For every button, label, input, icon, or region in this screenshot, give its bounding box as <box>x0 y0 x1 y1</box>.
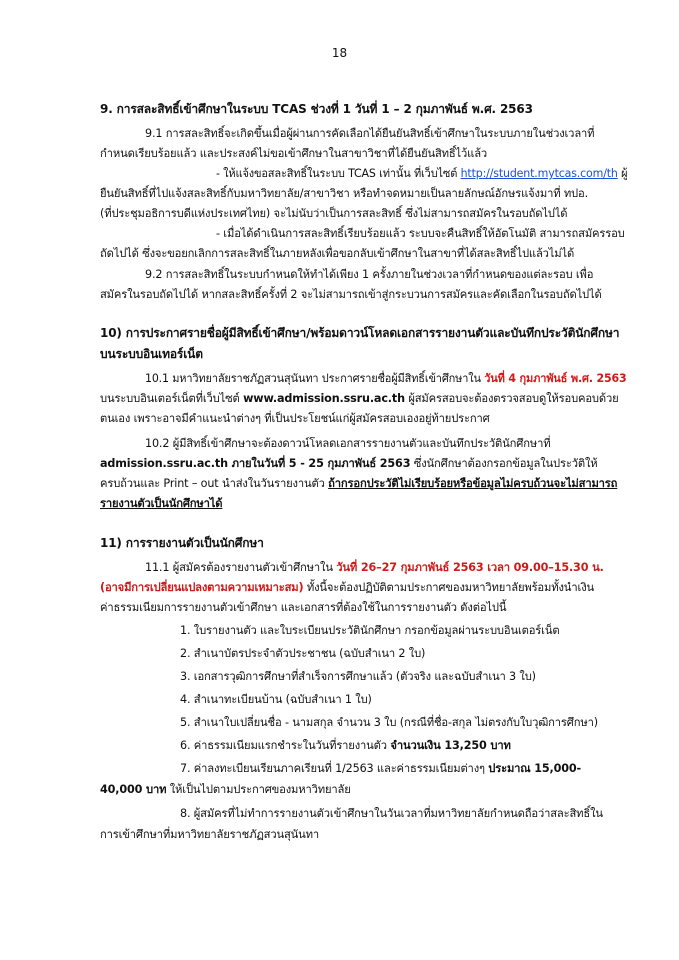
s11-p1-line1-text: 11.1 ผู้สมัครต้องรายงานตัวเข้าศึกษาใน <box>145 561 337 574</box>
item7-tail: ให้เป็นไปตามประกาศของมหาวิทยาลัย <box>166 783 351 796</box>
s9-p1-line1: 9.1 การสละสิทธิ์จะเกิดขึ้นเมื่อผู้ผ่านการคัดเลือกได้ยืนยันสิทธิ์เข้าศึกษาในระบบภายในช่วงเวลาที่ <box>145 127 595 140</box>
s9-p1-line3-text: - ให้แจ้งขอสละสิทธิ์ในระบบ TCAS เท่านั้น ที่เว็บไซต์ <box>216 167 461 180</box>
s9-p1-line4: ยืนยันสิทธิ์ที่ไปแจ้งสละสิทธิ์กับมหาวิทยาลัย/สาขาวิชา หรือทำจดหมายเป็นลายลักษณ์อักษรแจ้งมาที่ ทปอ. <box>100 187 588 200</box>
s9-p1-line7: ถัดไปได้ ซึ่งจะขอยกเลิกการสละสิทธิ์ในภายหลังเพื่อขอกลับเข้าศึกษาในสาขาที่ได้สละสิทธิ์ไปแล้วไม่ได้ <box>100 247 575 260</box>
s11-p1-line1 <box>145 560 604 575</box>
s9-p1-line3 <box>216 166 627 181</box>
s10-warning-part1: ถ้ากรอกประวัติไม่เรียบร้อยหรือข้อมูลไม่ครบถ้วนจะไม่สามารถ <box>328 477 618 490</box>
s10-warning-part2: รายงานตัวเป็นนักศึกษาได้ <box>100 497 223 510</box>
list-item-forfeit-cont: การเข้าศึกษาที่มหาวิทยาลัยราชภัฏสวนสุนันทา <box>100 828 320 841</box>
s10-p1-line2-text: บนระบบอินเตอร์เน็ตที่เว็บไซต์ <box>100 392 244 405</box>
s10-p2-line3 <box>100 476 617 491</box>
mytcas-link[interactable]: http://student.mytcas.com/th <box>460 167 618 180</box>
report-date: วันที่ 26–27 กุมภาพันธ์ 2563 เวลา 09.00–15.30 น. <box>336 561 604 574</box>
s11-p1-line3: ค่าธรรมเนียมการรายงานตัวเข้าศึกษา และเอกสารที่ต้องใช้ในการรายงานตัว ดังต่อไปนี้ <box>100 601 507 614</box>
s10-p1-line2 <box>100 391 619 406</box>
list-item-tuition <box>180 761 581 776</box>
list-item: 4. สำเนาทะเบียนบ้าน (ฉบับสำเนา 1 ใบ) <box>180 693 372 706</box>
s9-p1-line5: (ที่ประชุมอธิการบดีแห่งประเทศไทย) จะไม่นับว่าเป็นการสละสิทธิ์ ซึ่งไม่สามารถสมัครในรอบถัดไปได้ <box>100 207 568 220</box>
s9-p1-line6: - เมื่อได้ดำเนินการสละสิทธิ์เรียบร้อยแล้ว ระบบจะคืนสิทธิ์ให้อัตโนมัติ สามารถสมัครรอบ <box>216 227 625 240</box>
admission-website: www.admission.ssru.ac.th <box>243 392 405 405</box>
s10-p1-line1-text: 10.1 มหาวิทยาลัยราชภัฏสวนสุนันทา ประกาศรายชื่อผู้มีสิทธิ์เข้าศึกษาใน <box>145 372 485 385</box>
s11-p1-line2-tail: ทั้งนี้จะต้องปฏิบัติตามประกาศของมหาวิทยาลัยพร้อมทั้งนำเงิน <box>303 581 595 594</box>
s10-p2-line2-tail: ซึ่งนักศึกษาต้องกรอกข้อมูลในประวัติให้ <box>410 457 598 470</box>
section-9-heading: 9. การสละสิทธิ์เข้าศึกษาในระบบ TCAS ช่วงที่ 1 วันที่ 1 – 2 กุมภาพันธ์ พ.ศ. 2563 <box>100 102 533 116</box>
list-item-forfeit: 8. ผู้สมัครที่ไม่ทำการรายงานตัวเข้าศึกษาในวันเวลาที่มหาวิทยาลัยกำหนดถือว่าสละสิทธิ์ใน <box>180 807 603 820</box>
list-item: 2. สำเนาบัตรประจำตัวประชาชน (ฉบับสำเนา 2 ใบ) <box>180 647 426 660</box>
s11-p1-line2 <box>100 580 594 595</box>
s10-p2-line2 <box>100 456 598 471</box>
s10-p2-line1: 10.2 ผู้มีสิทธิ์เข้าศึกษาจะต้องดาวน์โหลดเอกสารรายงานตัวและบันทึกประวัตินักศึกษาที่ <box>145 437 551 450</box>
s9-p2-line1: 9.2 การสละสิทธิ์ในระบบกำหนดให้ทำได้เพียง 1 ครั้งภายในช่วงเวลาที่กำหนดของแต่ละรอบ เพื่อ <box>145 268 594 281</box>
s9-p1-line2: กำหนดเรียบร้อยแล้ว และประสงค์ไม่ขอเข้าศึกษาในสาขาวิชาที่ได้ยืนยันสิทธิ์ไว้แล้ว <box>100 147 488 160</box>
download-deadline: admission.ssru.ac.th ภายในวันที่ 5 - 25 กุมภาพันธ์ 2563 <box>100 457 411 470</box>
s10-p1-line1 <box>145 371 627 386</box>
tuition-range-start: ประมาณ 15,000- <box>488 762 582 775</box>
s9-p2-line2: สมัครในรอบถัดไปได้ หากสละสิทธิ์ครั้งที่ 2 จะไม่สามารถเข้าสู่กระบวนการสมัครและคัดเลือกในรอบถัดไปได้ <box>100 288 602 301</box>
section-10-heading-line2: บนระบบอินเทอร์เน็ต <box>100 347 203 361</box>
item6-text: 6. ค่าธรรมเนียมแรกชำระในวันที่รายงานตัว <box>180 739 391 752</box>
section-11-heading: 11) การรายงานตัวเป็นนักศึกษา <box>100 536 264 550</box>
item7-text: 7. ค่าลงทะเบียนเรียนภาคเรียนที่ 1/2563 และค่าธรรมเนียมต่างๆ <box>180 762 489 775</box>
tuition-range-end: 40,000 บาท <box>100 783 167 796</box>
s10-p1-line3: ตนเอง เพราะอาจมีคำแนะนำต่างๆ ที่เป็นประโยชน์แก่ผู้สมัครสอบเองอยู่ท้ายประกาศ <box>100 412 490 425</box>
page-number: 18 <box>331 46 348 60</box>
schedule-change-note: (อาจมีการเปลี่ยนแปลงตามความเหมาะสม) <box>100 581 304 594</box>
section-10-heading-line1: 10) การประกาศรายชื่อผู้มีสิทธิ์เข้าศึกษา/พร้อมดาวน์โหลดเอกสารรายงานตัวและบันทึกประวัตินักศึกษา <box>100 326 620 340</box>
list-item-tuition-cont <box>100 782 351 797</box>
first-fee-amount: จำนวนเงิน 13,250 บาท <box>390 739 511 752</box>
s10-p1-line2-tail: ผู้สมัครสอบจะต้องตรวจสอบดูให้รอบคอบด้วย <box>404 392 619 405</box>
list-item: 1. ใบรายงานตัว และใบระเบียนประวัตินักศึกษา กรอกข้อมูลผ่านระบบอินเตอร์เน็ต <box>180 624 560 637</box>
announcement-date: วันที่ 4 กุมภาพันธ์ พ.ศ. 2563 <box>484 372 627 385</box>
s10-p2-line3-text: ครบถ้วนและ Print – out นำส่งในวันรายงานตัว <box>100 477 329 490</box>
list-item: 3. เอกสารวุฒิการศึกษาที่สำเร็จการศึกษาแล้ว (ตัวจริง และฉบับสำเนา 3 ใบ) <box>180 670 536 683</box>
list-item-fee <box>180 738 511 753</box>
s9-p1-line3-tail: ผู้ <box>617 167 628 180</box>
list-item: 5. สำเนาใบเปลี่ยนชื่อ - นามสกุล จำนวน 3 ใบ (กรณีที่ชื่อ-สกุล ไม่ตรงกับใบวุฒิการศึกษา) <box>180 716 598 729</box>
